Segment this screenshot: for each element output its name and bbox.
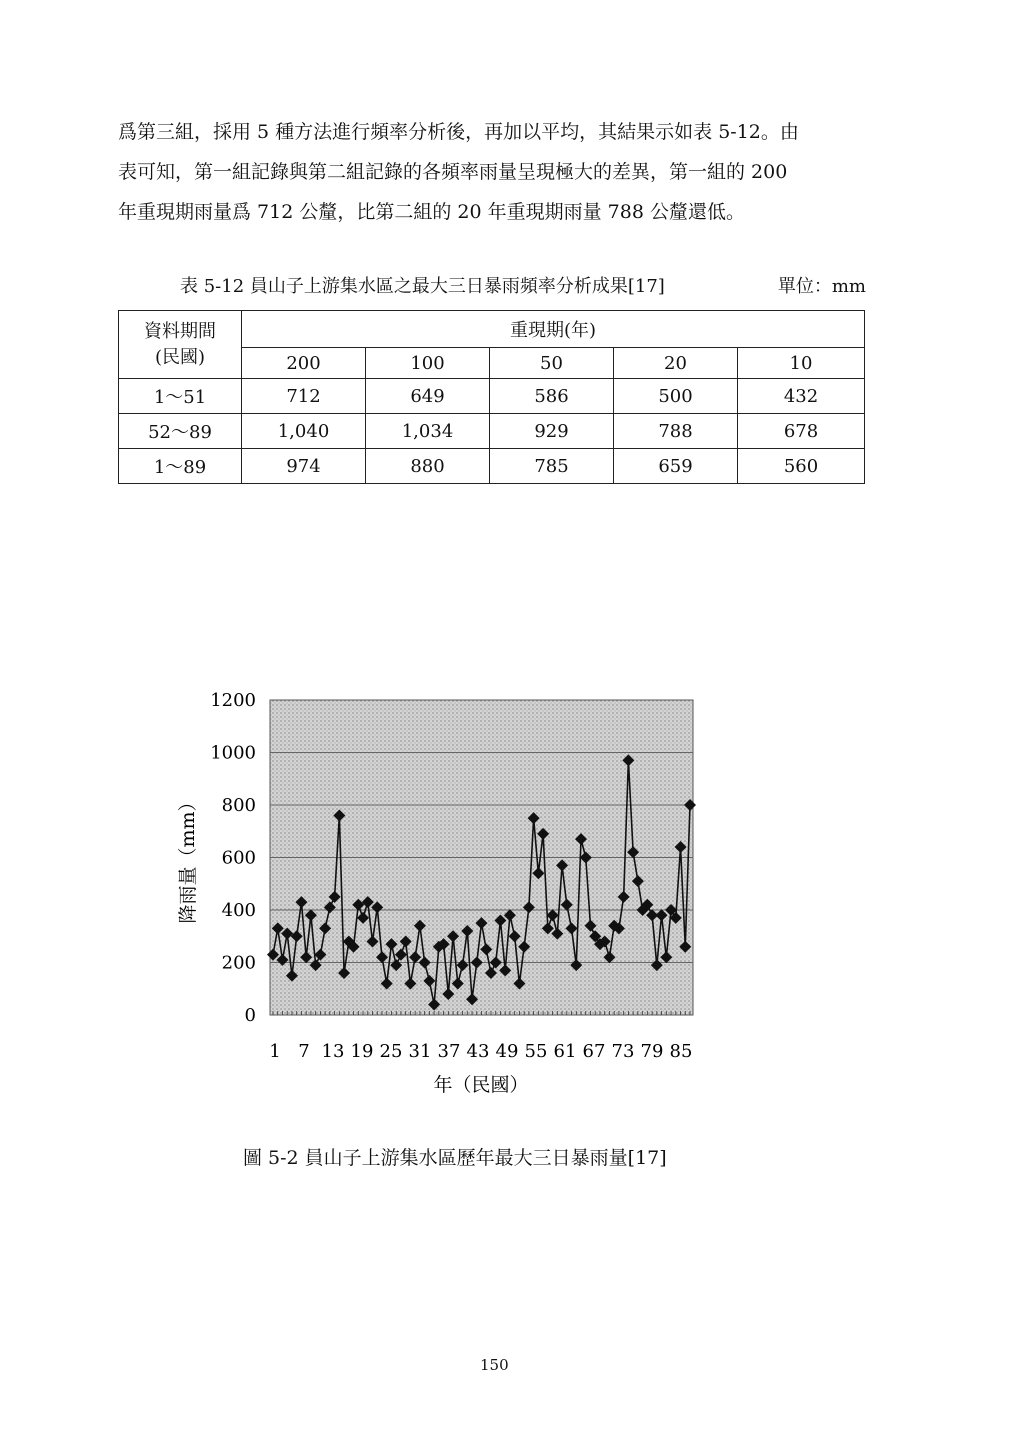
- period-header-line: 資料期間: [144, 320, 216, 342]
- value-cell: 974: [242, 449, 366, 484]
- return-period-cell: 100: [366, 348, 490, 379]
- paragraph-line: 年重現期雨量爲 712 公釐，比第二組的 20 年重現期雨量 788 公釐還低。: [118, 201, 745, 223]
- period-cell: 52～89: [119, 414, 242, 449]
- x-tick-label: 67: [582, 1041, 606, 1062]
- x-tick-label: 73: [611, 1041, 635, 1062]
- period-header-line: (民國): [154, 346, 206, 368]
- x-tick-label: 85: [669, 1041, 693, 1062]
- value-cell: 929: [490, 414, 614, 449]
- x-tick-label: 25: [379, 1041, 403, 1062]
- return-period-header: 重現期(年): [242, 311, 865, 348]
- value-cell: 785: [490, 449, 614, 484]
- page-number: 150: [480, 1356, 509, 1374]
- paragraph-line: 表可知，第一組記錄與第二組記錄的各頻率雨量呈現極大的差異，第一組的 200: [118, 161, 788, 183]
- value-cell: 649: [366, 379, 490, 414]
- return-period-cell: 20: [614, 348, 738, 379]
- value-cell: 560: [738, 449, 865, 484]
- x-axis: [269, 1011, 692, 1062]
- value-cell: 788: [614, 414, 738, 449]
- period-cell: 1～51: [119, 379, 242, 414]
- y-tick-label: 1000: [210, 742, 256, 764]
- y-tick-label: 0: [244, 1005, 256, 1026]
- x-tick-label: 13: [321, 1041, 345, 1062]
- y-tick-label: 400: [221, 900, 256, 921]
- x-tick-label: 19: [350, 1041, 374, 1062]
- x-tick-label: 49: [495, 1041, 519, 1062]
- return-period-cell: 200: [242, 348, 366, 379]
- value-cell: 500: [614, 379, 738, 414]
- value-cell: 1,040: [242, 414, 366, 449]
- x-tick-label: 7: [298, 1041, 310, 1062]
- value-cell: 659: [614, 449, 738, 484]
- table-title: 表 5-12 員山子上游集水區之最大三日暴雨頻率分析成果[17]: [180, 276, 665, 297]
- return-period-cell: 50: [490, 348, 614, 379]
- x-tick-label: 79: [640, 1041, 664, 1062]
- x-tick-label: 1: [269, 1041, 281, 1062]
- x-tick-label: 43: [466, 1041, 490, 1062]
- return-period-cell: 10: [738, 348, 865, 379]
- period-cell: 1～89: [119, 449, 242, 484]
- y-axis: [210, 690, 256, 1026]
- y-tick-label: 800: [221, 795, 256, 816]
- table-unit: 單位：mm: [777, 276, 866, 297]
- value-cell: 1,034: [366, 414, 490, 449]
- value-cell: 880: [366, 449, 490, 484]
- x-tick-label: 61: [553, 1041, 577, 1062]
- value-cell: 678: [738, 414, 865, 449]
- y-axis-label: 降雨量（mm）: [177, 792, 199, 924]
- figure-caption: 圖 5-2 員山子上游集水區歷年最大三日暴雨量[17]: [243, 1147, 667, 1169]
- x-axis-label: 年（民國）: [433, 1074, 529, 1096]
- y-tick-label: 200: [221, 952, 256, 974]
- y-tick-label: 1200: [210, 690, 256, 711]
- value-cell: 712: [242, 379, 366, 414]
- x-tick-label: 37: [437, 1041, 461, 1062]
- x-tick-label: 55: [524, 1041, 548, 1062]
- paragraph-line: 爲第三組，採用 5 種方法進行頻率分析後，再加以平均，其結果示如表 5-12。由: [118, 121, 799, 143]
- x-tick-label: 31: [408, 1041, 432, 1062]
- y-tick-label: 600: [221, 847, 256, 869]
- value-cell: 432: [738, 379, 865, 414]
- value-cell: 586: [490, 379, 614, 414]
